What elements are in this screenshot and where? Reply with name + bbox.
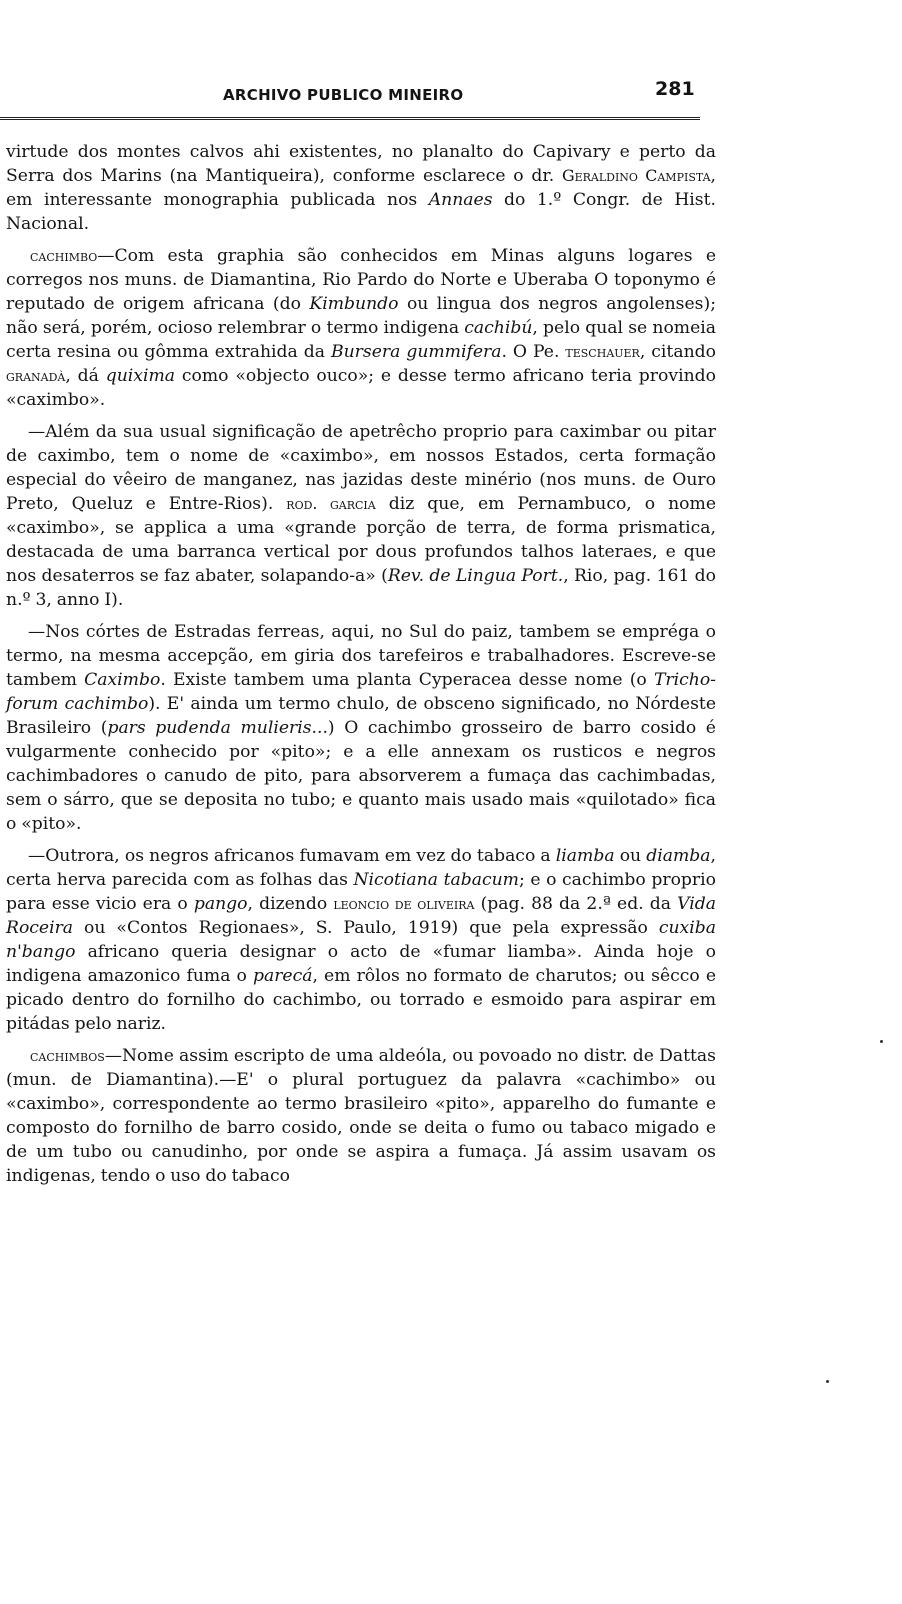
italic-term: diamba <box>646 846 711 866</box>
text: ou «Contos Regionaes», S. Paulo, 1919) que pela expressão <box>73 918 659 938</box>
text: virtude dos montes calvos ahi existentes, no planalto do Capivary e perto da Serra dos Marins (na Mantiqueira), conforme esclarece o dr. <box>6 142 716 186</box>
text: ou <box>614 846 647 866</box>
text: ) O cachimbo grosseiro de barro cosido é vulgarmente conhecido por «pito»; e a elle annexam os rusticos e negros cachimbadores o canudo de pito, para absorverem a fumaça das cachimbadas, sem o sárro, que se deposita no tubo; e quanto mais usado mais «quilotado» fica o «pito». <box>6 718 716 834</box>
italic-term: Kimbundo <box>309 294 399 314</box>
scan-speck <box>880 1040 883 1043</box>
text: , dizendo <box>247 894 334 914</box>
text: ). E' ainda um termo chulo, de obsceno significado, no Nórdeste Brasileiro ( <box>6 694 716 738</box>
italic-term: cuxiba n'bango <box>6 918 716 962</box>
text: , certa herva parecida com as folhas das <box>6 846 716 890</box>
text: , em rôlos no formato de charutos; ou sêcco e picado dentro do fornilho do cachimbo, ou torrado e esmoido para aspirar em pitádas pelo nariz. <box>6 966 716 1034</box>
author-name: rod. garcia <box>286 494 376 513</box>
text: como «objecto ouco»; e desse termo africano teria provindo «caximbo». <box>6 366 716 410</box>
author-name: teschauer <box>565 342 640 361</box>
text: (pag. 88 da 2.ª ed. da <box>474 894 678 914</box>
text: —Além da sua usual significação de apetrêcho proprio para caximbar ou pitar de caximbo, tem o nome de «caximbo», em nossos Estados, certa formação especial do vêeiro de manganez, nas jazidas deste minério (nos muns. de Ouro Preto, Queluz e Entre-Rios). <box>6 422 716 514</box>
text: , pelo qual se nomeia certa resina ou gômma extrahida da <box>6 318 717 362</box>
italic-term: Vida Roceira <box>6 894 716 938</box>
italic-term: quixima <box>105 366 176 386</box>
text: africano queria designar o acto de «fumar liamba». Ainda hoje o indigena amazonico fuma o <box>6 942 716 986</box>
text: ; e o cachimbo proprio para esse vicio era o <box>6 870 716 914</box>
italic-term: parecá <box>252 966 313 986</box>
text: —Nome assim escripto de uma aldeóla, ou povoado no distr. de Dattas (mun. de Diamantina).—E' o plural portuguez da palavra «cachimbo» ou «caximbo», correspondente ao termo brasileiro «pito», apparelho do fumante e composto do fornilho de barro cosido, onde se deita o fumo ou tabaco migado e de um tubo ou canudinho, por onde se aspira a fumaça. Já assim usavam os indigenas, tendo o uso do tabaco <box>6 1046 716 1186</box>
italic-term: pango <box>193 894 248 914</box>
author-name: granadà <box>6 366 66 385</box>
paragraph <box>6 844 716 1036</box>
page-body <box>6 140 716 1196</box>
author-name: leoncio de oliveira <box>333 894 475 913</box>
entry-cachimbo <box>6 244 716 412</box>
italic-term: Tricho-forum cachimbo <box>6 670 716 714</box>
italic-term: pars pudenda mulieris... <box>107 718 328 738</box>
running-header <box>0 70 720 110</box>
text: , Rio, pag. 161 do n.º 3, anno I). <box>6 566 716 610</box>
entry-headword: cachimbo <box>30 246 98 265</box>
text: . O Pe. <box>501 342 566 362</box>
text: , dá <box>65 366 106 386</box>
italic-term: Caximbo <box>84 670 161 690</box>
italic-term: Annaes <box>428 190 493 210</box>
paragraph <box>6 620 716 836</box>
text: ou lingua dos negros angolenses); não será, porém, ocioso relembrar o termo indigena <box>6 294 716 338</box>
entry-headword: cachimbos <box>30 1046 105 1065</box>
text: . Existe tambem uma planta Cyperacea desse nome (o <box>160 670 654 690</box>
scan-speck <box>826 1380 829 1383</box>
text: , em interessante monographia publicada nos <box>6 166 716 210</box>
text: diz que, em Pernambuco, o nome «caximbo», se applica a uma «grande porção de terra, de forma prismatica, destacada de uma barranca vertical por dous profundos talhos lateraes, e que nos desaterros se faz abater, solapando-a» ( <box>6 494 717 586</box>
italic-term: liamba <box>555 846 615 866</box>
text: —Outrora, os negros africanos fumavam em vez do tabaco a <box>28 846 556 866</box>
header-rule <box>0 114 700 120</box>
entry-cachimbos <box>6 1044 716 1188</box>
paragraph <box>6 420 716 612</box>
text: —Nos córtes de Estradas ferreas, aqui, no Sul do paiz, tambem se empréga o termo, na mesma accepção, em giria dos tarefeiros e trabalhadores. Escreve-se tambem <box>6 622 716 690</box>
italic-term: Rev. de Lingua Port. <box>387 566 564 586</box>
author-name: Geraldino Campista <box>561 166 711 185</box>
text: do 1.º Congr. de Hist. Nacional. <box>6 190 716 234</box>
text: , citando <box>639 342 716 362</box>
italic-term: cachibú <box>464 318 533 338</box>
paragraph-continued <box>6 140 716 236</box>
italic-term: Nicotiana tabacum <box>353 870 519 890</box>
page-number: 281 <box>655 78 695 100</box>
italic-term: Bursera gummifera <box>330 342 502 362</box>
text: —Com esta graphia são conhecidos em Minas alguns logares e corregos nos muns. de Diamantina, Rio Pardo do Norte e Uberaba O toponymo é reputado de origem africana (do <box>6 246 716 314</box>
running-title: ARCHIVO PUBLICO MINEIRO <box>223 86 464 104</box>
